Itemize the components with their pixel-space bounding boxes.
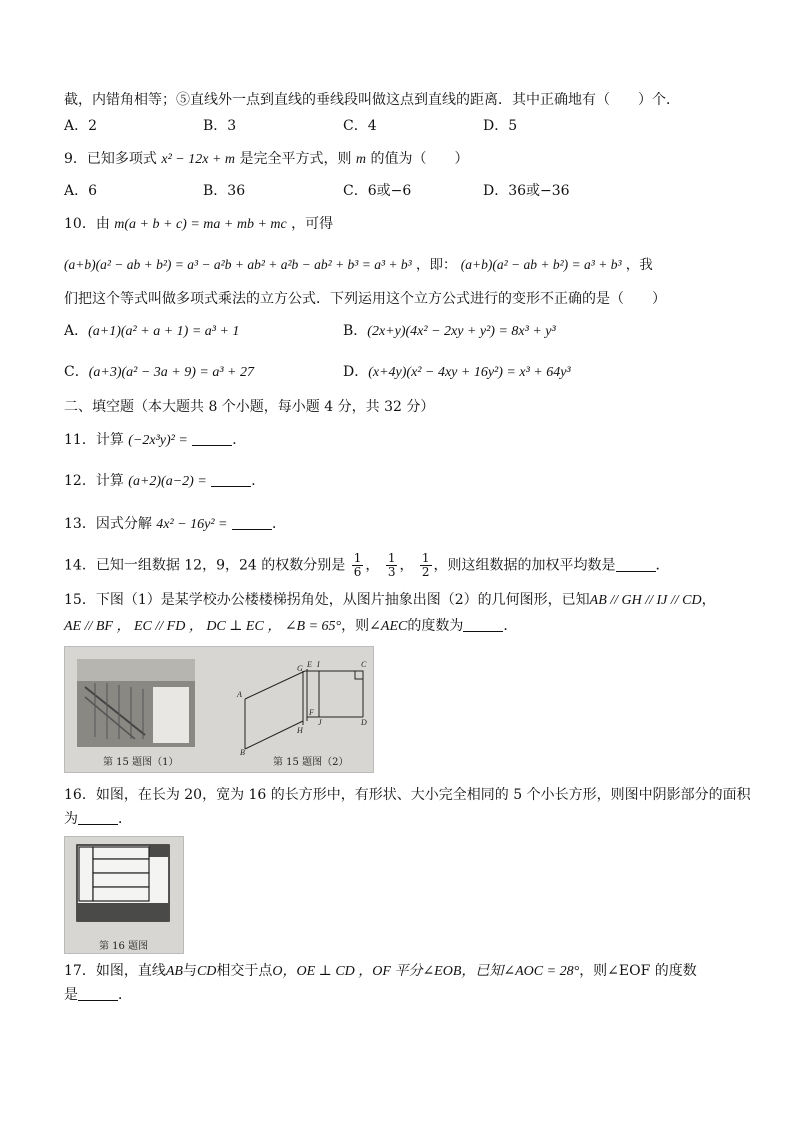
figure-caption: 第 15 题图（1）: [103, 757, 179, 768]
small-rectangle: [93, 859, 149, 873]
small-rectangle: [79, 847, 93, 901]
shaded-region: [77, 903, 169, 921]
q17-line2: 是 ．: [64, 987, 132, 1003]
q10-option-b: B．(2x+y)(4x² − 2xy + y²) = 8x³ + y³: [343, 323, 556, 339]
q9-option-c: C．6或−6: [343, 183, 412, 199]
fraction: $\frac{1}{3}$: [387, 551, 396, 579]
q9-option-a: A．6: [64, 183, 98, 199]
q16-line2: 为 ．: [64, 811, 132, 827]
figure-caption: 第 15 题图（2）: [273, 757, 349, 768]
fraction: $\frac{1}{6}$: [353, 551, 362, 579]
point-label: J: [318, 718, 322, 727]
point-label: E: [307, 660, 312, 669]
answer-blank[interactable]: [78, 810, 118, 825]
q13-question: 13．因式分解 4x² − 16y² = ．: [64, 516, 286, 532]
q10-option-d: D．(x+4y)(x² − 4xy + 16y²) = x³ + 64y³: [343, 364, 571, 380]
point-label: I: [317, 660, 320, 669]
point-label: D: [361, 718, 367, 727]
q10-line1: 10．由 m(a + b + c) = ma + mb + mc ，可得: [64, 216, 334, 232]
q16-figure-svg: [65, 837, 183, 953]
q15-line1: 15．下图（1）是某学校办公楼楼梯拐角处，从图片抽象出图（2）的几何图形，已知AB // GH // IJ // CD，: [64, 592, 716, 608]
answer-blank[interactable]: [78, 986, 118, 1001]
q8-text: 截，内错角相等；⑤直线外一点到直线的垂线段叫做这点到直线的距离．其中正确地有（ ）个．: [64, 92, 680, 108]
point-label: A: [237, 690, 242, 699]
q9-option-b: B．36: [203, 183, 246, 199]
q8-option-b: B．3: [203, 118, 237, 134]
point-label: F: [309, 708, 314, 717]
q9-question: 9．已知多项式 x² − 12x + m 是完全平方式，则 m 的值为（ ）: [64, 151, 469, 167]
small-rectangle: [93, 873, 149, 887]
point-label: G: [297, 664, 303, 673]
q8-option-a: A．2: [64, 118, 98, 134]
q9-option-d: D．36或−36: [483, 183, 570, 199]
small-rectangle: [93, 847, 149, 859]
shaded-region: [149, 845, 169, 857]
answer-blank[interactable]: [192, 431, 232, 446]
geometry-diagram: [245, 669, 363, 749]
q16-line1: 16．如图，在长为 20，宽为 16 的长方形中，有形状、大小完全相同的 5 个小长方形，则图中阴影部分的面积: [64, 787, 751, 803]
q9-expression: x² − 12x + m: [161, 152, 236, 167]
q11-question: 11．计算 (−2x³y)² = ．: [64, 432, 247, 448]
point-label: H: [297, 726, 303, 735]
answer-blank[interactable]: [211, 472, 251, 487]
q10-option-a: A．(a+1)(a² + a + 1) = a³ + 1: [64, 323, 240, 339]
q16-figure: [64, 836, 184, 954]
small-rectangle: [93, 887, 149, 901]
q10-line3: 们把这个等式叫做多项式乘法的立方公式．下列运用这个立方公式进行的变形不正确的是（ ）: [64, 291, 666, 307]
q12-question: 12．计算 (a+2)(a−2) = ．: [64, 473, 266, 489]
q10-line2: (a+b)(a² − ab + b²) = a³ − a²b + ab² + a²b − ab² + b³ = a³ + b³ ，即： (a+b)(a² − ab + b²) = a³ + b³ ，我: [64, 257, 653, 273]
q15-line2: AE // BF ， EC // FD ， DC ⊥ EC ， ∠B = 65°，则∠AEC的度数为 ．: [64, 618, 518, 634]
q8-option-c: C．4: [343, 118, 377, 134]
answer-blank[interactable]: [616, 557, 656, 572]
figure-caption: 第 16 题图: [99, 941, 149, 952]
q15-figure: [64, 646, 374, 773]
q10-option-c: C．(a+3)(a² − 3a + 9) = a³ + 27: [64, 364, 254, 380]
point-label: C: [361, 660, 367, 669]
q17-line1: 17．如图，直线AB与CD相交于点O，OE ⊥ CD ，OF 平分∠EOB，已知∠AOC = 28°，则∠EOF 的度数: [64, 963, 697, 979]
section-heading: 二、填空题（本大题共 8 个小题，每小题 4 分，共 32 分）: [64, 399, 435, 415]
point-label: B: [240, 748, 245, 757]
answer-blank[interactable]: [463, 617, 503, 632]
q8-option-d: D．5: [483, 118, 518, 134]
fraction: $\frac{1}{2}$: [421, 551, 430, 579]
answer-blank[interactable]: [232, 515, 272, 530]
q14-question: 14．已知一组数据 12，9，24 的权数分别是 $\frac{1}{6}$ ， $\frac{1}{3}$ ， $\frac{1}{2}$ ，则这组数据的加权平均数是 ．: [64, 551, 670, 579]
